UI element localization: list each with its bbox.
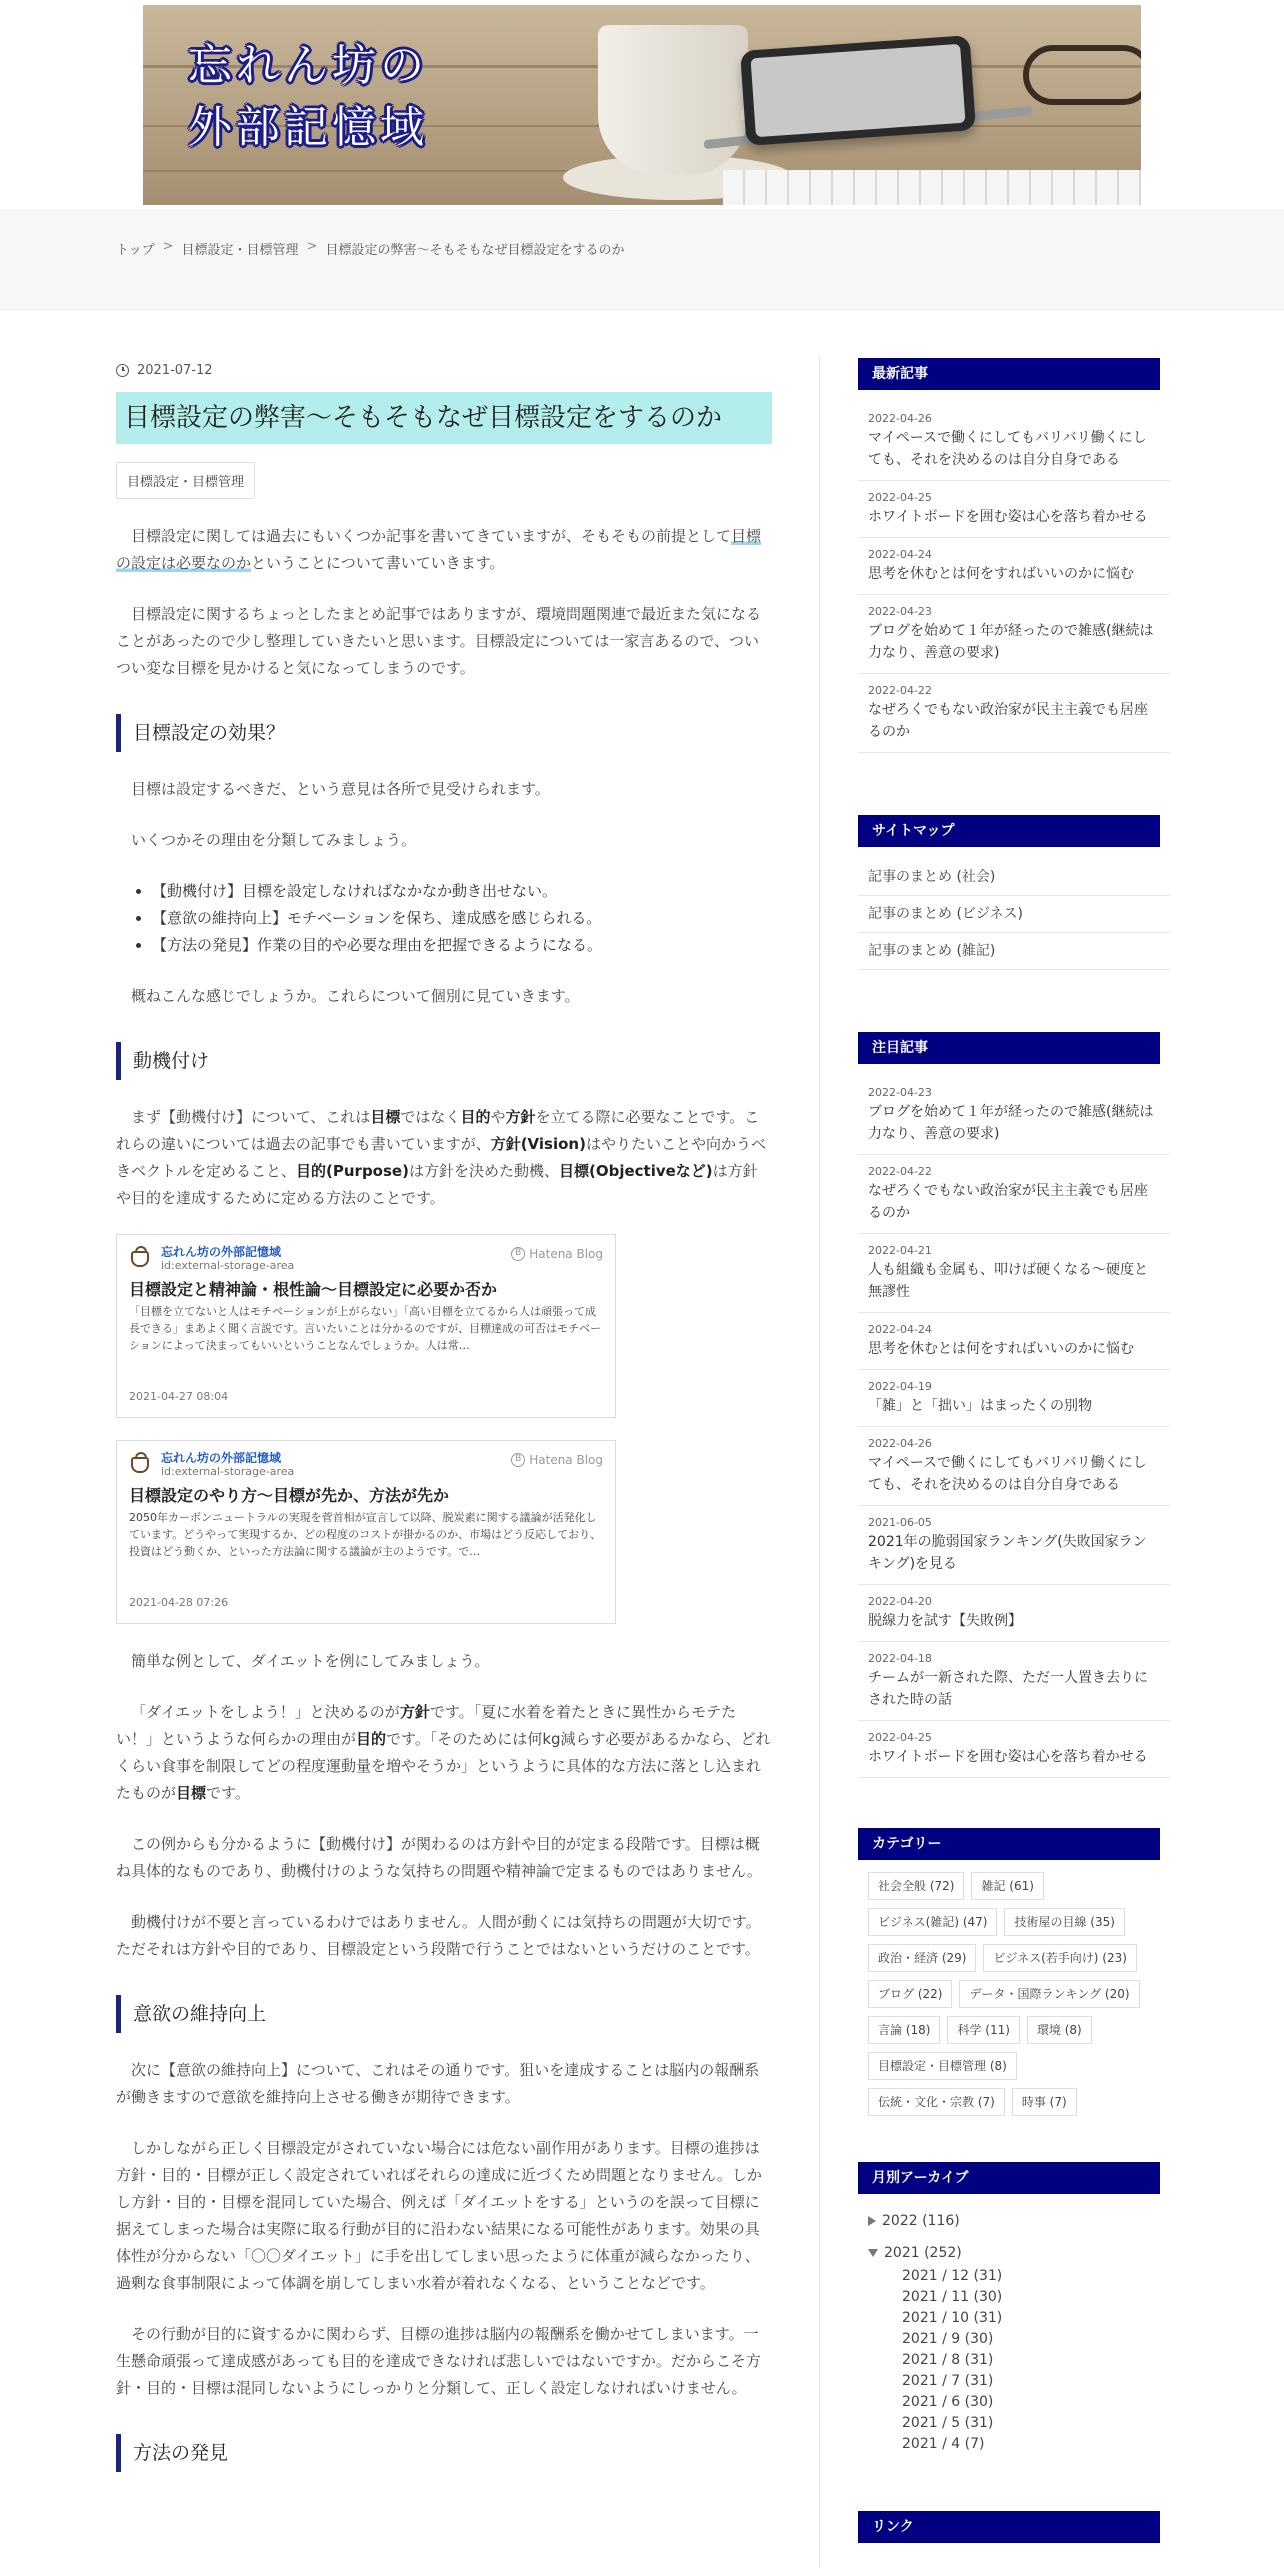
banner-keyboard-image (723, 170, 1141, 205)
site-title[interactable]: 忘れん坊の 外部記憶域 (188, 40, 428, 154)
featured-item[interactable]: 2022-04-20 脱線力を試す【失敗例】 (858, 1585, 1170, 1642)
recent-item[interactable]: 2022-04-22 なぜろくでもない政治家が民主主義でも居座るのか (858, 674, 1170, 753)
paragraph: いくつかその理由を分類してみましょう。 (131, 831, 417, 849)
category-tag[interactable]: 言論 (18) (868, 2016, 940, 2044)
blog-card-title[interactable]: 目標設定のやり方～目標が先か、方法が先か (129, 1486, 450, 1505)
recent-item[interactable]: 2022-04-23 ブログを始めて１年が経ったので雑感(継続は力なり、善意の要求) (858, 595, 1170, 674)
category-tag[interactable]: ビジネス(若手向け) (23) (983, 1944, 1136, 1972)
paragraph: 目標設定に関するちょっとしたまとめ記事ではありますが、環境問題関連で最近また気になることがあったので少し整理していきたいと思います。目標設定については一家言あるので、ついつい変な目標を見かけると気になってしまうのです。 (116, 605, 762, 677)
category-tag[interactable]: 伝統・文化・宗教 (7) (868, 2088, 1005, 2116)
category-tag[interactable]: 雑記 (61) (971, 1872, 1043, 1900)
category-tag[interactable]: 技術屋の目線 (35) (1004, 1908, 1124, 1936)
blog-card[interactable] (116, 1440, 616, 1624)
blog-card-date: 2021-04-28 07:26 (129, 1596, 229, 1609)
expand-arrow-icon[interactable] (868, 2216, 876, 2226)
recent-item[interactable]: 2022-04-26 マイペースで働くにしてもバリバリ働くにしても、それを決めるのは自分自身である (858, 402, 1170, 481)
main-content (116, 360, 772, 2472)
section-heading-effect: 目標設定の効果？ (116, 714, 772, 752)
recent-item[interactable]: 2022-04-24 思考を休むとは何をすればいいのかに悩む (858, 538, 1170, 595)
archive-month[interactable]: 2021 / 7 (31) (902, 2373, 994, 2389)
hatena-icon: B (511, 1453, 525, 1467)
paragraph: まず【動機付け】について、これは目標ではなく目的や方針を立てる際に必要なことです。これらの違いについては過去の記事でも書いていますが、方針(Vision)はやりたいことや向かうべきベクトルを定めること、目的(Purpose)は方針を決めた動機、目標(Objectiveなど)は方針や目的を達成するために定める方法のことです。 (116, 1108, 766, 1207)
banner-cup-image (598, 25, 748, 175)
category-tag[interactable]: 社会全般 (72) (868, 1872, 964, 1900)
blog-card-id: id:external-storage-area (161, 1465, 295, 1478)
paragraph: 目標は設定するべきだ、という意見は各所で見受けられます。 (131, 780, 550, 798)
breadcrumb-item-top[interactable]: トップ (116, 243, 155, 258)
section-heading-method: 方法の発見 (116, 2434, 772, 2472)
column-divider (819, 355, 820, 2568)
archive-month[interactable]: 2021 / 8 (31) (902, 2352, 994, 2368)
blog-card-site[interactable]: 忘れん坊の外部記憶域 (161, 1451, 282, 1465)
section-heading-keep: 意欲の維持向上 (116, 1995, 772, 2033)
collapse-arrow-icon[interactable] (868, 2249, 878, 2257)
breadcrumb-item-category[interactable]: 目標設定・目標管理 (181, 243, 299, 258)
list-item: • 【方法の発見】作業の目的や必要な理由を把握できるようになる。 (152, 932, 772, 959)
featured-item[interactable]: 2022-04-25 ホワイトボードを囲む姿は心を落ち着かせる (858, 1721, 1170, 1778)
blog-card[interactable] (116, 1234, 616, 1418)
archive-month[interactable]: 2021 / 10 (31) (902, 2310, 1003, 2326)
featured-item[interactable]: 2022-04-21 人も組織も金属も、叩けば硬くなる～硬度と無謬性 (858, 1234, 1170, 1313)
clock-icon (116, 364, 129, 377)
recent-item[interactable]: 2022-04-25 ホワイトボードを囲む姿は心を落ち着かせる (858, 481, 1170, 538)
featured-list (858, 1076, 1170, 1778)
featured-item[interactable]: 2022-04-23 ブログを始めて１年が経ったので雑感(継続は力なり、善意の要求) (858, 1076, 1170, 1155)
archive-months-2021 (868, 2266, 1170, 2455)
blog-card-site[interactable]: 忘れん坊の外部記憶域 (161, 1245, 282, 1259)
archive-month[interactable]: 2021 / 5 (31) (902, 2415, 994, 2431)
category-tag[interactable]: 目標設定・目標管理 (8) (868, 2052, 1017, 2080)
category-tag[interactable]: データ・国際ランキング (20) (959, 1980, 1139, 2008)
highlighted-text: 目標の設定は必要なのか (116, 527, 762, 572)
featured-item[interactable]: 2021-06-05 2021年の脆弱国家ランキング(失敗国家ランキング)を見る (858, 1506, 1170, 1585)
entry-body (116, 523, 772, 2472)
sidebar-heading-recent: 最新記事 (858, 358, 1160, 390)
blog-card-date: 2021-04-27 08:04 (129, 1390, 229, 1403)
entry-category-chip[interactable]: 目標設定・目標管理 (116, 462, 255, 499)
paragraph: 「ダイエットをしよう！」と決めるのが方針です。「夏に水着を着たときに異性からモテたい！」というような何らかの理由が目的です。「そのためには何kg減らす必要があるかなら、どれくらい食事を制限してどの程度運動量を増やそうか」というように具体的な方法に落とし込まれたものが目標です。 (116, 1703, 771, 1802)
featured-item[interactable]: 2022-04-19 「雑」と「拙い」はまったくの別物 (858, 1370, 1170, 1427)
sitemap-item[interactable]: 記事のまとめ (ビジネス) (858, 896, 1170, 933)
paragraph: 目標設定に関しては過去にもいくつか記事を書いてきていますが、そもそもの前提として目標の設定は必要なのかということについて書いていきます。 (116, 527, 762, 572)
sidebar-heading-featured: 注目記事 (858, 1032, 1160, 1064)
effect-list (116, 878, 772, 959)
blog-card-id: id:external-storage-area (161, 1259, 295, 1272)
breadcrumb-separator: > (306, 239, 318, 254)
sitemap-item[interactable]: 記事のまとめ (社会) (858, 859, 1170, 896)
sidebar (858, 358, 1170, 2543)
category-tag[interactable]: 科学 (11) (947, 2016, 1019, 2044)
paragraph: 簡単な例として、ダイエットを例にしてみましょう。 (131, 1652, 490, 1670)
blog-card-description: 「目標を立てないと人はモチベーションが上がらない」「高い目標を立てるから人は頑張って成長できる」まあよく聞く言説です。言いたいことは分かるのですが、目標達成の可否はモチベーションによって決まってもいいということなんでしょうか。人は常… (129, 1305, 602, 1352)
sitemap-item[interactable]: 記事のまとめ (雑記) (858, 933, 1170, 970)
hatena-icon: B (511, 1247, 525, 1261)
sidebar-heading-links: リンク (858, 2511, 1160, 2543)
breadcrumb-band (0, 210, 1284, 310)
category-tag[interactable]: 環境 (8) (1027, 2016, 1092, 2044)
paragraph: 動機付けが不要と言っているわけではありません。人間が動くには気持ちの問題が大切です。ただそれは方針や目的であり、目標設定という段階で行うことではないというだけのことです。 (116, 1913, 761, 1958)
sitemap-list (858, 859, 1170, 970)
blog-card-title[interactable]: 目標設定と精神論・根性論～目標設定に必要か否か (129, 1280, 498, 1299)
featured-item[interactable]: 2022-04-26 マイペースで働くにしてもバリバリ働くにしても、それを決めるのは自分自身である (858, 1427, 1170, 1506)
breadcrumb-item-current: 目標設定の弊害～そもそもなぜ目標設定をするのか (325, 243, 625, 258)
blog-card-brand: B Hatena Blog (511, 1247, 603, 1261)
archive-month[interactable]: 2021 / 9 (30) (902, 2331, 994, 2347)
site-header (0, 0, 1284, 210)
archive-month[interactable]: 2021 / 6 (30) (902, 2394, 994, 2410)
blog-logo-icon (129, 1451, 155, 1477)
archive-month[interactable]: 2021 / 12 (31) (902, 2268, 1003, 2284)
entry-date-row (116, 360, 772, 380)
section-heading-motivation: 動機付け (116, 1042, 772, 1080)
banner-glasses-image (1023, 45, 1141, 105)
breadcrumb-separator: > (162, 239, 174, 254)
breadcrumb (116, 239, 624, 258)
archive-list (858, 2208, 1170, 2455)
category-tags (858, 1872, 1158, 2116)
category-tag[interactable]: 時事 (7) (1012, 2088, 1077, 2116)
paragraph: 次に【意欲の維持向上】について、これはその通りです。狙いを達成することは脳内の報酬系が働きますので意欲を維持向上させる働きが期待できます。 (116, 2061, 760, 2106)
sidebar-heading-sitemap: サイトマップ (858, 815, 1160, 847)
paragraph: この例からも分かるように【動機付け】が関わるのは方針や目的が定まる段階です。目標は概ね具体的なものであり、動機付けのような気持ちの問題や精神論で定まるものではありません。 (116, 1835, 762, 1880)
paragraph: その行動が目的に資するかに関わらず、目標の進捗は脳内の報酬系を働かせてしまいます。一生懸命頑張って達成感があっても目的を達成できなければ悲しいではないですか。だからこそ方針・目的・目標は混同しないようにしっかりと分類して、正しく設定しなければいけません。 (116, 2325, 761, 2397)
list-item: • 【動機付け】目標を設定しなければなかなか動き出せない。 (152, 878, 772, 905)
entry-date[interactable]: 2021-07-12 (137, 362, 213, 378)
category-tag[interactable]: ブログ (22) (868, 1980, 952, 2008)
paragraph: しかしながら正しく目標設定がされていない場合には危ない副作用があります。目標の進捗は方針・目的・目標が正しく設定されていればそれらの達成に近づくため問題となりません。しかし方針・目的・目標を混同していた場合、例えば「ダイエットをする」というのを誤って目標に据えてしまった場合は実際に取る行動が目的に沿わない結果になる可能性があります。効果の具体性が分からない「〇〇ダイエット」に手を出してしまい思ったように体重が減らなかったり、過剰な食事制限によって体調を崩してしまい水着が着れなくなる、ということなどです。 (116, 2139, 762, 2292)
category-tag[interactable]: ビジネス(雑記) (47) (868, 1908, 997, 1936)
blog-card-brand: B Hatena Blog (511, 1453, 603, 1467)
sidebar-heading-archive: 月別アーカイブ (858, 2162, 1160, 2194)
header-banner[interactable] (143, 5, 1141, 205)
archive-month[interactable]: 2021 / 11 (30) (902, 2289, 1003, 2305)
recent-list (858, 402, 1170, 753)
sidebar-heading-categories: カテゴリー (858, 1828, 1160, 1860)
blog-card-description: 2050年カーボンニュートラルの実現を菅首相が宣言して以降、脱炭素に関する議論が活発化しています。どうやって実現するか、どの程度のコストが掛かるのか、市場はどう反応しており、投資はどう動くか、といった方法論に関する議論が主のようです。で… (129, 1511, 602, 1558)
archive-year-2022[interactable]: 2022 (116) (868, 2208, 1170, 2234)
featured-item[interactable]: 2022-04-18 チームが一新された際、ただ一人置き去りにされた時の話 (858, 1642, 1170, 1721)
featured-item[interactable]: 2022-04-22 なぜろくでもない政治家が民主主義でも居座るのか (858, 1155, 1170, 1234)
category-tag[interactable]: 政治・経済 (29) (868, 1944, 976, 1972)
list-item: • 【意欲の維持向上】モチベーションを保ち、達成感を感じられる。 (152, 905, 772, 932)
entry-title[interactable]: 目標設定の弊害～そもそもなぜ目標設定をするのか (116, 392, 772, 444)
banner-phone-image (740, 35, 976, 146)
featured-item[interactable]: 2022-04-24 思考を休むとは何をすればいいのかに悩む (858, 1313, 1170, 1370)
blog-logo-icon (129, 1245, 155, 1271)
archive-month[interactable]: 2021 / 4 (7) (902, 2436, 985, 2452)
archive-year-2021[interactable]: 2021 (252) (868, 2240, 1170, 2266)
paragraph: 概ねこんな感じでしょうか。これらについて個別に見ていきます。 (131, 987, 580, 1005)
